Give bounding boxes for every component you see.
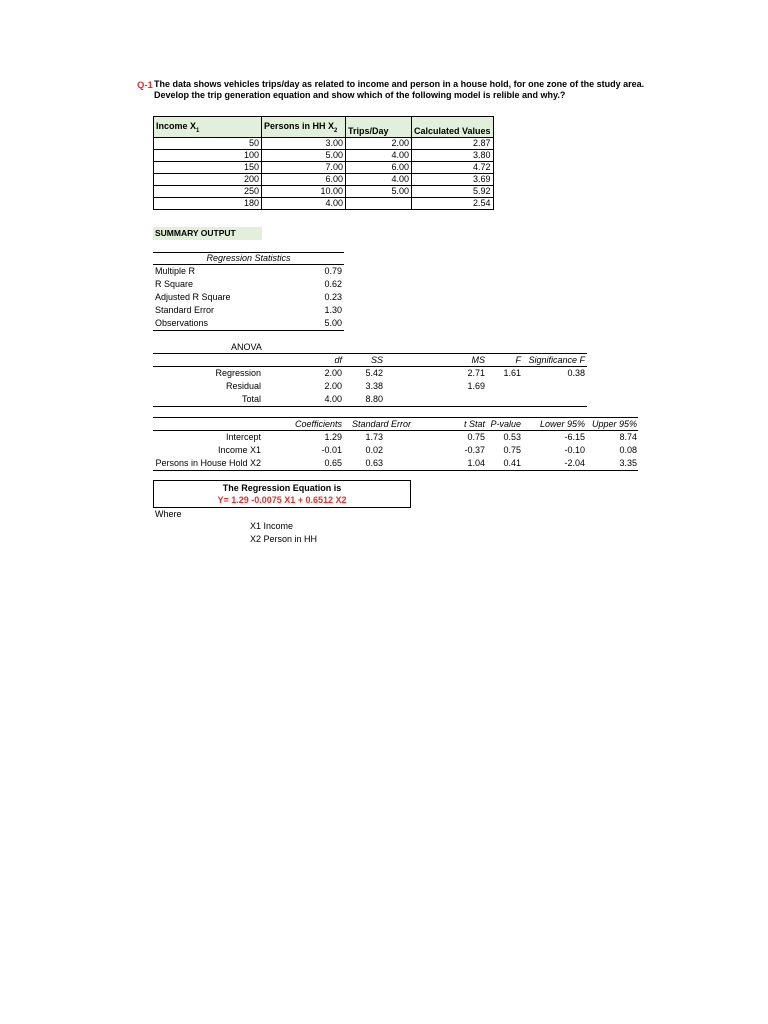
coef-value: -0.01 bbox=[321, 445, 342, 455]
coef-header-tstat: t Stat bbox=[463, 419, 485, 429]
header-trips: Trips/Day bbox=[346, 117, 412, 138]
question-line-2: Develop the trip generation equation and show which of the following model is relible and why.? bbox=[154, 90, 566, 100]
anova-df: 4.00 bbox=[324, 394, 342, 404]
anova-header-df: df bbox=[334, 355, 342, 365]
anova-df: 2.00 bbox=[324, 381, 342, 391]
coef-value: 1.29 bbox=[324, 432, 342, 442]
coef-t: 1.04 bbox=[467, 458, 485, 468]
cell: 4.00 bbox=[346, 174, 412, 186]
coef-header-pvalue: P-value bbox=[490, 419, 521, 429]
coef-se: 1.73 bbox=[365, 432, 383, 442]
anova-header-f: F bbox=[515, 355, 521, 365]
coef-p: 0.75 bbox=[503, 445, 521, 455]
divider bbox=[153, 406, 587, 407]
coef-header-se: Standard Error bbox=[351, 419, 411, 429]
cell: 6.00 bbox=[262, 174, 346, 186]
cell bbox=[346, 198, 412, 210]
cell: 4.00 bbox=[346, 150, 412, 162]
table-row bbox=[154, 186, 494, 198]
summary-output-title: SUMMARY OUTPUT bbox=[153, 227, 262, 240]
coef-p: 0.53 bbox=[503, 432, 521, 442]
cell: 100 bbox=[154, 150, 262, 162]
anova-title: ANOVA bbox=[231, 342, 262, 352]
coef-value: 0.65 bbox=[324, 458, 342, 468]
anova-header-ss: SS bbox=[370, 355, 383, 365]
cell: 180 bbox=[154, 198, 262, 210]
coef-row-label: Intercept bbox=[225, 432, 261, 442]
cell: 5.00 bbox=[262, 150, 346, 162]
coef-row-label: Income X1 bbox=[217, 445, 261, 455]
header-persons: Persons in HH $X_2$ bbox=[262, 117, 346, 138]
stat-label: Standard Error bbox=[155, 305, 215, 315]
stat-value: 5.00 bbox=[324, 318, 342, 328]
stat-label: Observations bbox=[155, 318, 209, 328]
cell: 200 bbox=[154, 174, 262, 186]
question-label: Q-1 bbox=[137, 80, 153, 91]
regression-equation-box bbox=[153, 480, 411, 508]
stat-value: 1.30 bbox=[324, 305, 342, 315]
divider bbox=[153, 353, 587, 354]
coef-t: 0.75 bbox=[467, 432, 485, 442]
header-calculated: Calculated Values bbox=[412, 117, 494, 138]
anova-ms: 1.69 bbox=[467, 381, 485, 391]
coef-upper: 8.74 bbox=[619, 432, 637, 442]
cell: 5.92 bbox=[412, 186, 494, 198]
where-item: X1 Income bbox=[250, 521, 294, 531]
anova-header-significance: Significance F bbox=[528, 355, 585, 365]
stat-label: R Square bbox=[155, 279, 194, 289]
regression-statistics-title: Regression Statistics bbox=[206, 253, 291, 263]
cell: 150 bbox=[154, 162, 262, 174]
cell: 6.00 bbox=[346, 162, 412, 174]
cell: 3.80 bbox=[412, 150, 494, 162]
where-item: X2 Person in HH bbox=[250, 534, 318, 544]
cell: 50 bbox=[154, 138, 262, 150]
table-row bbox=[154, 138, 494, 150]
coef-lower: -2.04 bbox=[564, 458, 585, 468]
cell: 10.00 bbox=[262, 186, 346, 198]
cell: 4.00 bbox=[262, 198, 346, 210]
stat-value: 0.62 bbox=[324, 279, 342, 289]
anova-row-label: Residual bbox=[225, 381, 261, 391]
anova-ss: 8.80 bbox=[365, 394, 383, 404]
stat-label: Multiple R bbox=[155, 266, 196, 276]
table-header-row bbox=[154, 117, 494, 138]
divider bbox=[153, 417, 638, 418]
divider bbox=[153, 470, 638, 471]
coef-header-upper: Upper 95% bbox=[591, 419, 637, 429]
table-row bbox=[154, 150, 494, 162]
anova-ss: 3.38 bbox=[365, 381, 383, 391]
divider bbox=[153, 264, 344, 265]
coef-lower: -0.10 bbox=[564, 445, 585, 455]
anova-sig: 0.38 bbox=[567, 368, 585, 378]
coef-header-coefficients: Coefficients bbox=[294, 419, 342, 429]
header-income: Income $X_1$ bbox=[154, 117, 262, 138]
coef-t: -0.37 bbox=[464, 445, 485, 455]
divider bbox=[153, 430, 638, 431]
cell: 3.69 bbox=[412, 174, 494, 186]
anova-df: 2.00 bbox=[324, 368, 342, 378]
cell: 2.87 bbox=[412, 138, 494, 150]
stat-label: Adjusted R Square bbox=[155, 292, 231, 302]
coef-se: 0.02 bbox=[365, 445, 383, 455]
anova-ss: 5.42 bbox=[365, 368, 383, 378]
cell: 3.00 bbox=[262, 138, 346, 150]
equation-formula: Y= 1.29 -0.0075 X1 + 0.6512 X2 bbox=[217, 495, 347, 505]
coef-header-lower: Lower 95% bbox=[539, 419, 585, 429]
anova-row-label: Total bbox=[241, 394, 261, 404]
table-row bbox=[154, 198, 494, 210]
anova-header-ms: MS bbox=[471, 355, 485, 365]
coef-se: 0.63 bbox=[365, 458, 383, 468]
coef-upper: 0.08 bbox=[619, 445, 637, 455]
cell: 7.00 bbox=[262, 162, 346, 174]
question-line-1: The data shows vehicles trips/day as related to income and person in a house hold, for one zone of the study area. bbox=[154, 79, 645, 89]
table-row bbox=[154, 162, 494, 174]
cell: 2.00 bbox=[346, 138, 412, 150]
stat-value: 0.79 bbox=[324, 266, 342, 276]
cell: 250 bbox=[154, 186, 262, 198]
equation-title: The Regression Equation is bbox=[222, 483, 342, 493]
data-table bbox=[153, 116, 494, 210]
where-label: Where bbox=[155, 509, 182, 519]
cell: 4.72 bbox=[412, 162, 494, 174]
coef-row-label: Persons in House Hold X2 bbox=[155, 458, 261, 468]
cell: 2.54 bbox=[412, 198, 494, 210]
anova-f: 1.61 bbox=[503, 368, 521, 378]
table-row bbox=[154, 174, 494, 186]
divider bbox=[153, 330, 344, 331]
stat-value: 0.23 bbox=[324, 292, 342, 302]
coef-p: 0.41 bbox=[503, 458, 521, 468]
coef-upper: 3.35 bbox=[619, 458, 637, 468]
anova-ms: 2.71 bbox=[467, 368, 485, 378]
divider bbox=[153, 366, 587, 367]
anova-row-label: Regression bbox=[215, 368, 261, 378]
cell: 5.00 bbox=[346, 186, 412, 198]
coef-lower: -6.15 bbox=[564, 432, 585, 442]
